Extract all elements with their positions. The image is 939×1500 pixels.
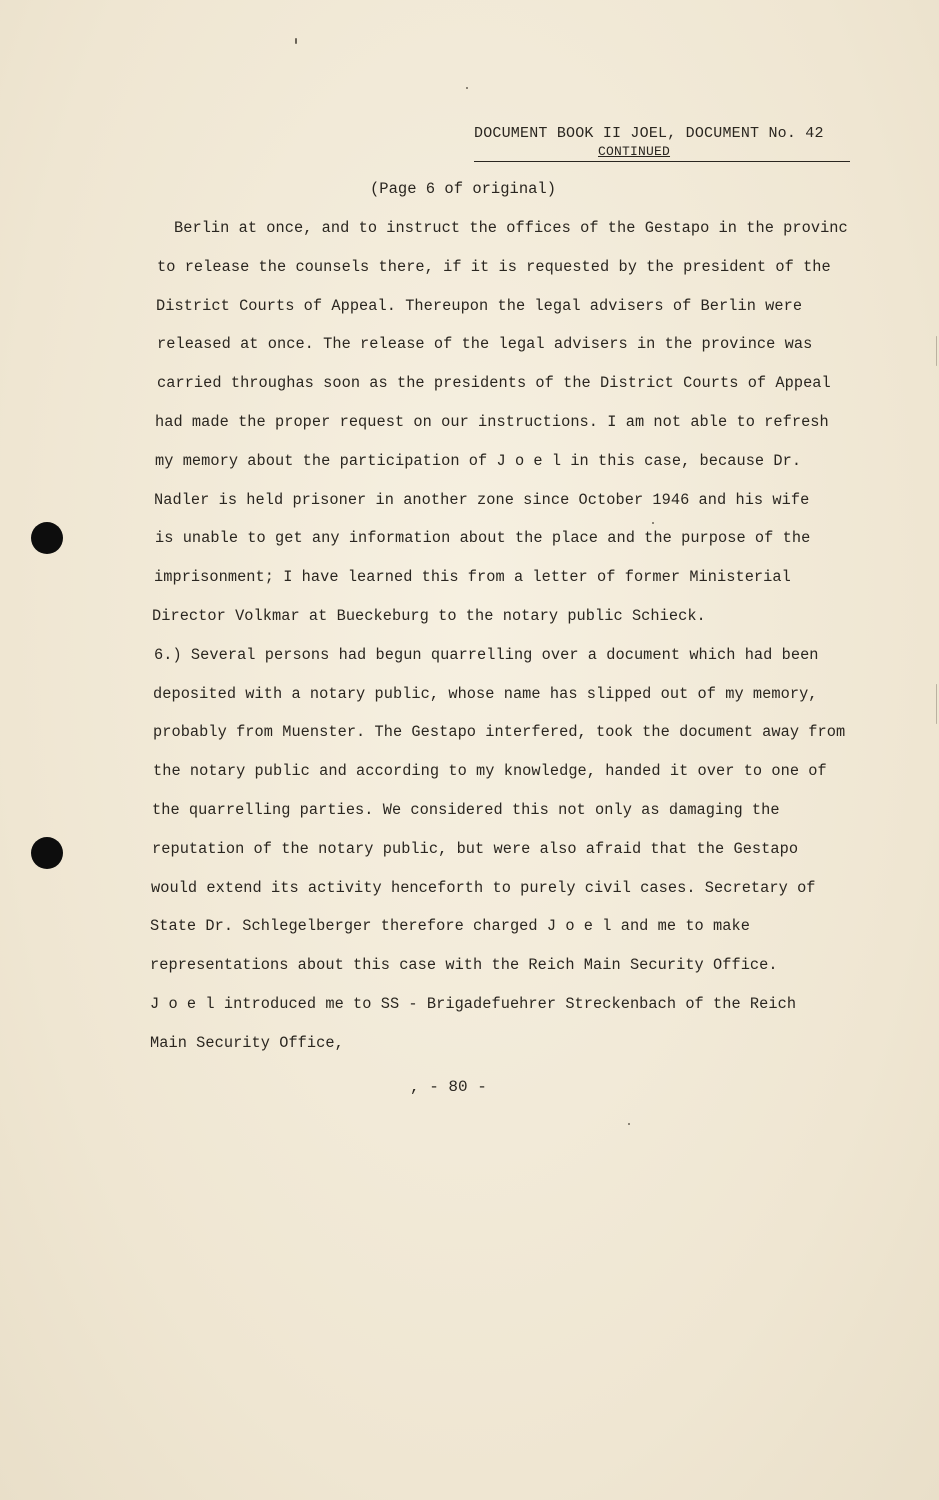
- text-line: the quarrelling parties. We considered this not only as damaging the: [152, 800, 780, 819]
- text-line: to release the counsels there, if it is requested by the president of the: [157, 257, 831, 276]
- text-line: carried throughas soon as the presidents of the District Courts of Appeal: [157, 374, 831, 393]
- punch-hole-lower: [31, 837, 63, 869]
- text-line: Nadler is held prisoner in another zone since October 1946 and his wife: [154, 490, 810, 509]
- text-line: imprisonment; I have learned this from a letter of former Ministerial: [154, 568, 791, 587]
- body-text: [150, 216, 880, 1070]
- punch-hole-upper: [31, 522, 63, 554]
- paper-edge-mark: [936, 336, 937, 366]
- text-line: State Dr. Schlegelberger therefore charged J o e l and me to make: [150, 917, 750, 936]
- paper-speck: [628, 1123, 630, 1125]
- text-line: representations about this case with the Reich Main Security Office.: [150, 956, 778, 975]
- text-line: my memory about the participation of J o e l in this case, because Dr.: [155, 451, 802, 470]
- text-line: deposited with a notary public, whose name has slipped out of my memory,: [153, 684, 818, 703]
- paper-edge-mark: [936, 684, 937, 724]
- header-underline: [474, 161, 850, 162]
- document-header-title: DOCUMENT BOOK II JOEL, DOCUMENT No. 42: [474, 125, 824, 142]
- text-line: 6.) Several persons had begun quarrelling over a document which had been: [154, 645, 819, 664]
- text-line: the notary public and according to my knowledge, handed it over to one of: [153, 762, 827, 781]
- text-line: J o e l introduced me to SS - Brigadefuehrer Streckenbach of the Reich: [150, 994, 797, 1013]
- text-line: Director Volkmar at Bueckeburg to the notary public Schieck.: [152, 606, 706, 625]
- text-line: Main Security Office,: [150, 1033, 344, 1052]
- document-header: [474, 125, 854, 159]
- page-number: , - 80 -: [410, 1078, 487, 1096]
- text-line: had made the proper request on our instructions. I am not able to refresh: [155, 412, 829, 431]
- text-line: would extend its activity henceforth to purely civil cases. Secretary of: [151, 878, 816, 897]
- text-line: is unable to get any information about the place and the purpose of the: [155, 529, 811, 548]
- document-header-continued: CONTINUED: [598, 144, 671, 159]
- text-line: District Courts of Appeal. Thereupon the legal advisers of Berlin were: [156, 296, 803, 315]
- text-line: Berlin at once, and to instruct the offices of the Gestapo in the provinc: [174, 219, 848, 237]
- page-reference: (Page 6 of original): [370, 180, 557, 198]
- paper-speck: [466, 87, 468, 89]
- text-line: released at once. The release of the legal advisers in the province was: [157, 335, 813, 354]
- text-line: reputation of the notary public, but were also afraid that the Gestapo: [152, 839, 799, 858]
- text-line: probably from Muenster. The Gestapo interfered, took the document away from: [153, 723, 846, 742]
- paper-speck: [295, 38, 297, 44]
